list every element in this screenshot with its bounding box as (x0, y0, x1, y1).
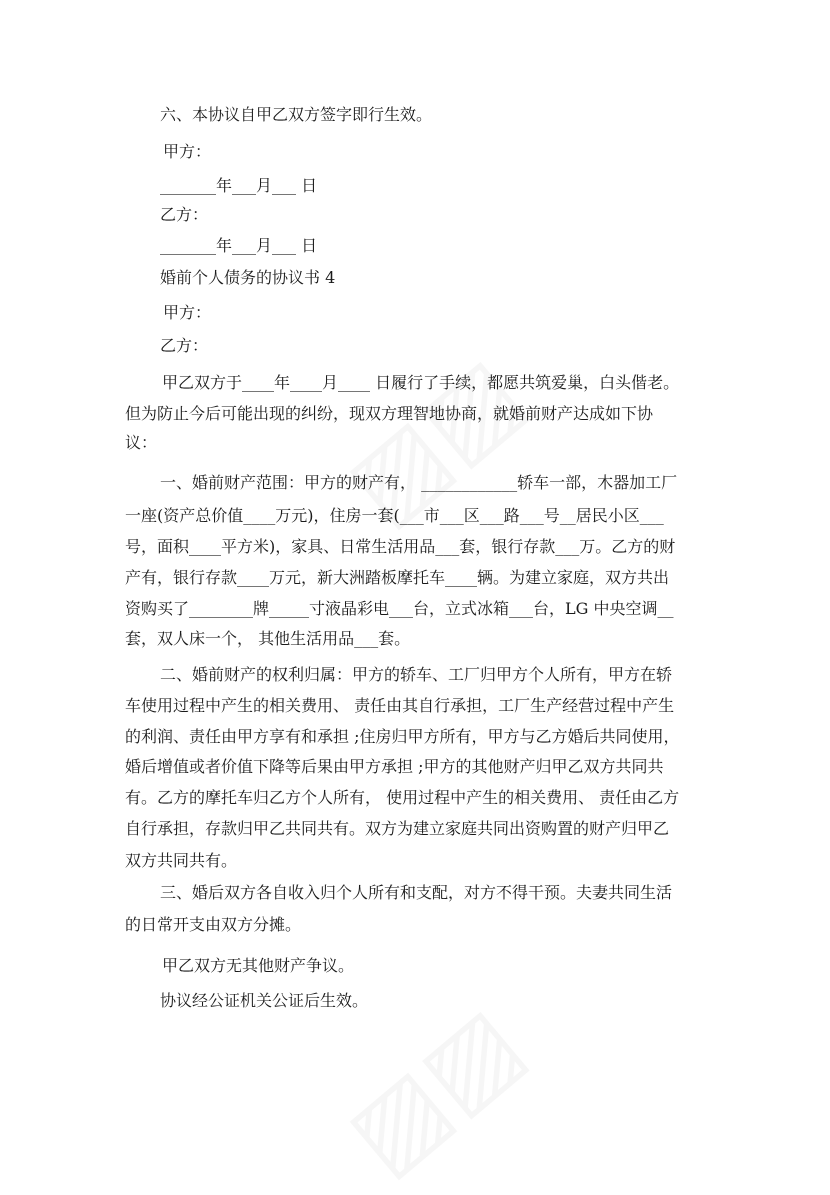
watermark (330, 991, 539, 1189)
paragraph-line: 套，双人床一个， 其他生活用品___套。 (125, 629, 411, 648)
paragraph-line: 产有，银行存款____万元，新大洲踏板摩托车____辆。为建立家庭，双方共出 (125, 568, 670, 587)
paragraph-line: 协议经公证机关公证后生效。 (160, 991, 369, 1010)
party-a-date: _______年___月___ 日 (160, 176, 318, 195)
paragraph-line: 自行承担，存款归甲乙共同共有。双方为建立家庭共同出资购置的财产归甲乙 (125, 819, 670, 838)
paragraph-line: 资购买了________牌_____寸液晶彩电___台，立式冰箱___台，LG 中央空调__ (125, 599, 674, 618)
party-a-label: 甲方： (163, 142, 212, 161)
party-a-label-2: 甲方： (163, 303, 212, 322)
paragraph-line: 二、婚前财产的权利归属：甲方的轿车、工厂归甲方个人所有，甲方在轿 (160, 665, 673, 684)
paragraph-line: 三、婚后双方各自收入归个人所有和支配，对方不得干预。夫妻共同生活 (160, 883, 673, 902)
paragraph-line: 车使用过程中产生的相关费用、 责任由其自行承担，工厂生产经营过程中产生 (125, 696, 675, 715)
party-b-date: _______年___月___ 日 (160, 236, 318, 255)
paragraph-line: 婚后增值或者价值下降等后果由甲方承担 ;甲方的其他财产归甲乙双方共同共 (125, 757, 664, 776)
paragraph-line: 但为防止今后可能出现的纠纷，现双方理智地协商，就婚前财产达成如下协 (125, 404, 654, 423)
paragraph-line: 甲乙双方无其他财产争议。 (162, 956, 355, 975)
party-b-label: 乙方： (160, 205, 209, 224)
paragraph-line: 的利润、责任由甲方享有和承担 ;住房归甲方所有，甲方与乙方婚后共同使用， (125, 727, 680, 746)
paragraph-line: 号，面积____平方米)，家具、日常生活用品___套，银行存款___万。乙方的财 (125, 537, 676, 556)
paragraph-line: 双方共同共有。 (125, 851, 238, 870)
party-b-label-2: 乙方： (160, 336, 209, 355)
paragraph-line: 的日常开支由双方分摊。 (125, 915, 302, 934)
paragraph-line: 一座(资产总价值____万元)，住房一套(___市___区___路___号__居民小区___ (125, 506, 664, 525)
section-title: 婚前个人债务的协议书 4 (160, 268, 336, 287)
paragraph-line: 甲乙双方于____年____月____ 日履行了手续，都愿共筑爱巢，白头偕老。 (162, 373, 680, 392)
paragraph-line: 一、婚前财产范围：甲方的财产有， ____________轿车一部，木器加工厂 (160, 473, 678, 492)
clause-six: 六、本协议自甲乙双方签字即行生效。 (160, 105, 433, 124)
paragraph-line: 有。乙方的摩托车归乙方个人所有， 使用过程中产生的相关费用、 责任由乙方 (125, 788, 680, 807)
paragraph-line: 议： (125, 433, 158, 452)
